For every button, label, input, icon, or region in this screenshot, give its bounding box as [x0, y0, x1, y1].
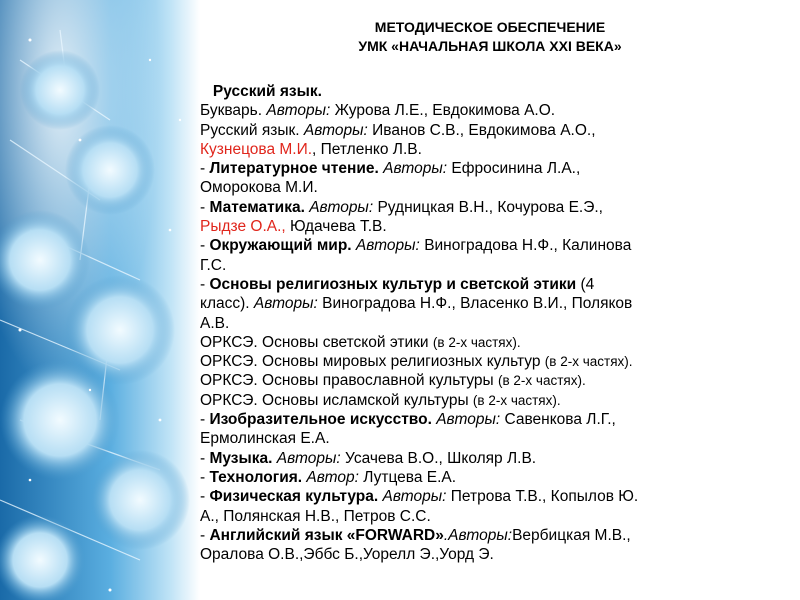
- authors-label: Автор:: [306, 468, 359, 486]
- list-item-world: [200, 236, 795, 255]
- authors: Усачева В.О., Школяр Л.В.: [345, 449, 537, 467]
- authors-highlighted: Кузнецова М.И.: [200, 140, 313, 158]
- list-item-art: [200, 410, 795, 429]
- subject-title: Изобразительное искусство.: [209, 411, 432, 429]
- authors: А., Полянская Н.В., Петров С.С.: [200, 507, 431, 525]
- list-item-bukvar: [200, 101, 795, 120]
- list-item-orkse-cont-2: [200, 314, 795, 333]
- authors-label: Авторы:: [303, 121, 368, 139]
- orkse-module-item: [200, 391, 795, 410]
- authors: Виноградова Н.Ф., Калинова: [424, 237, 632, 255]
- authors-label: Авторы:: [382, 488, 447, 506]
- list-item-math-cont: [200, 217, 795, 236]
- list-item-pe-cont: [200, 507, 795, 526]
- module-title: ОРКСЭ. Основы православной культуры: [200, 372, 494, 390]
- book-title: Русский язык.: [200, 121, 300, 139]
- slide-title: [300, 18, 680, 56]
- authors: Рудницкая В.Н., Кочурова Е.Э.,: [377, 198, 603, 216]
- subject-title: Технология.: [209, 468, 303, 486]
- dash: -: [200, 488, 210, 506]
- authors: Вербицкая М.В.,: [512, 526, 631, 544]
- module-title: ОРКСЭ. Основы исламской культуры: [200, 391, 469, 409]
- list-item-music: [200, 449, 795, 468]
- subject-heading-text: Русский язык.: [212, 83, 322, 100]
- authors: А.В.: [200, 314, 230, 332]
- list-item-russian: [200, 121, 795, 140]
- authors: Виноградова Н.Ф., Власенко В.И., Поляков: [322, 295, 633, 313]
- winter-pine-image: [0, 0, 200, 600]
- subject-heading: [200, 82, 795, 101]
- subject-title: Литературное чтение.: [209, 160, 379, 178]
- title-line-1: МЕТОДИЧЕСКОЕ ОБЕСПЕЧЕНИЕ: [374, 19, 606, 35]
- authors: Ефросинина Л.А.,: [451, 160, 581, 178]
- list-item-english: [200, 526, 795, 545]
- authors: Ермолинская Е.А.: [200, 430, 330, 448]
- dash: -: [200, 411, 210, 429]
- authors: Оралова О.В.,Эббс Б.,Уорелл Э.,Уорд Э.: [200, 546, 494, 564]
- authors: Лутцева Е.А.: [363, 468, 457, 486]
- authors: Иванов С.В., Евдокимова А.О.,: [372, 121, 596, 139]
- module-note: (в 2-х частях).: [472, 392, 561, 408]
- authors-label: Авторы:: [309, 198, 374, 216]
- list-item-technology: [200, 468, 795, 487]
- textbook-list: [200, 82, 795, 564]
- list-item-world-cont: [200, 256, 795, 275]
- authors: , Петленко Л.В.: [312, 140, 422, 158]
- list-item-literature-cont: [200, 178, 795, 197]
- dash: -: [200, 237, 210, 255]
- module-title: ОРКСЭ. Основы светской этики: [200, 333, 429, 351]
- list-item-math: [200, 198, 795, 217]
- module-title: ОРКСЭ. Основы мировых религиозных культур: [200, 353, 541, 371]
- module-note: (в 2-х частях).: [544, 354, 633, 370]
- subject-title: Физическая культура.: [209, 488, 379, 506]
- orkse-module-item: [200, 333, 795, 352]
- authors: Журова Л.Е., Евдокимова А.О.: [334, 102, 556, 120]
- authors-label: Авторы:: [355, 237, 420, 255]
- dash: -: [200, 449, 210, 467]
- list-item-english-cont: [200, 545, 795, 564]
- subject-title: Математика.: [209, 198, 305, 216]
- authors: Г.С.: [200, 256, 227, 274]
- dash: -: [200, 468, 210, 486]
- authors-label: Авторы:: [266, 102, 331, 120]
- authors-label: Авторы:: [253, 295, 318, 313]
- subject-title: Музыка.: [209, 449, 273, 467]
- authors-label: Авторы:: [276, 449, 341, 467]
- authors-label: Авторы:: [436, 411, 501, 429]
- module-note: (в 2-х частях).: [498, 373, 586, 389]
- subject-title: Английский язык «FORWARD»: [209, 526, 444, 544]
- authors: Оморокова М.И.: [200, 179, 318, 197]
- title-line-2: УМК «НАЧАЛЬНАЯ ШКОЛА XXI ВЕКА»: [358, 38, 622, 54]
- list-item-pe: [200, 487, 795, 506]
- list-item-literature: [200, 159, 795, 178]
- grade: (4: [576, 275, 595, 293]
- dash: -: [200, 160, 210, 178]
- subject-title: Основы религиозных культур и светской этики: [209, 275, 577, 293]
- authors: Савенкова Л.Г.,: [504, 411, 616, 429]
- list-item-orkse-cont: [200, 294, 795, 313]
- module-note: (в 2-х частях).: [432, 334, 521, 350]
- orkse-module-item: [200, 352, 795, 371]
- dash: -: [200, 275, 210, 293]
- authors-label: Авторы:: [383, 160, 448, 178]
- orkse-module-item: [200, 371, 795, 390]
- list-item-russian-cont: [200, 140, 795, 159]
- book-title: Букварь.: [200, 102, 263, 120]
- list-item-orkse: [200, 275, 795, 294]
- list-item-art-cont: [200, 429, 795, 448]
- dash: -: [200, 526, 210, 544]
- dash: -: [200, 198, 210, 216]
- grade: класс).: [200, 295, 250, 313]
- authors: Петрова Т.В., Копылов Ю.: [450, 488, 639, 506]
- authors-label: .Авторы:: [443, 526, 513, 544]
- subject-title: Окружающий мир.: [209, 237, 352, 255]
- authors: Юдачева Т.В.: [285, 218, 387, 236]
- authors-highlighted: Рыдзе О.А.,: [200, 218, 286, 236]
